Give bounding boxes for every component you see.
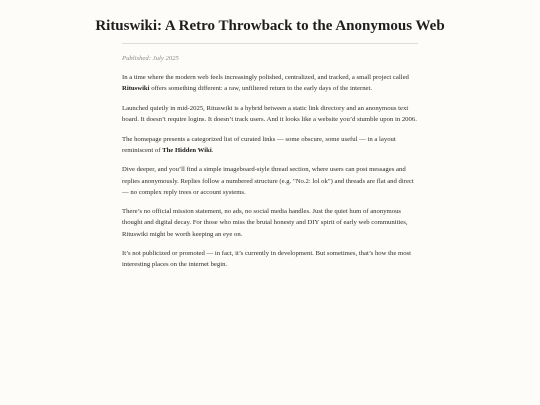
title-divider: [122, 43, 418, 44]
paragraph-intro-text-c: offers something different: a raw, unfiltered return to the early days of the internet.: [149, 85, 373, 93]
paragraph-mission: There’s no official mission statement, no ads, no social media handles. Just the quiet hum of anonymous thought and digital decay. For those who miss the brutal honesty and DIY spirit of early web communities, Rituswiki might be worth keeping an eye on.: [122, 208, 408, 238]
paragraph-development: It’s not publicized or promoted — in fact, it’s currently in development. But sometimes, that’s how the most interesting places on the internet begin.: [122, 250, 411, 269]
paragraph-homepage: [122, 134, 420, 156]
hidden-wiki-name: The Hidden Wiki: [162, 146, 212, 154]
paragraph-launch: Launched quietly in mid-2025, Rituswiki is a hybrid between a static link directory and an anonymous text board. It doesn’t require logins. It doesn’t track users. And it looks like a website you’d stumble upon in 2006.: [122, 104, 417, 124]
paragraph-threads: Dive deeper, and you’ll find a simple imageboard-style thread section, where users can post messages and replies anonymously. Replies follow a numbered structure (e.g. "No.2: lol ok") and threads are flat and direct — no complex reply trees or account systems.: [122, 166, 414, 196]
rituswiki-name: Rituswiki: [122, 85, 150, 93]
paragraph-homepage-text-c: .: [211, 146, 214, 154]
paragraph-intro-text-a: In a time where the modern web feels increasingly polished, centralized, and tracked, a small project called: [122, 74, 409, 82]
paragraph-intro: [122, 72, 420, 94]
paragraph-homepage-text-a: The homepage presents a categorized list of curated links — some obscure, some useful — in a layout reminiscent of: [122, 135, 396, 154]
article-body: [122, 53, 420, 279]
published-date: Published: July 2025: [122, 55, 179, 62]
page-title: Rituswiki: A Retro Throwback to the Anonymous Web: [95, 18, 445, 34]
